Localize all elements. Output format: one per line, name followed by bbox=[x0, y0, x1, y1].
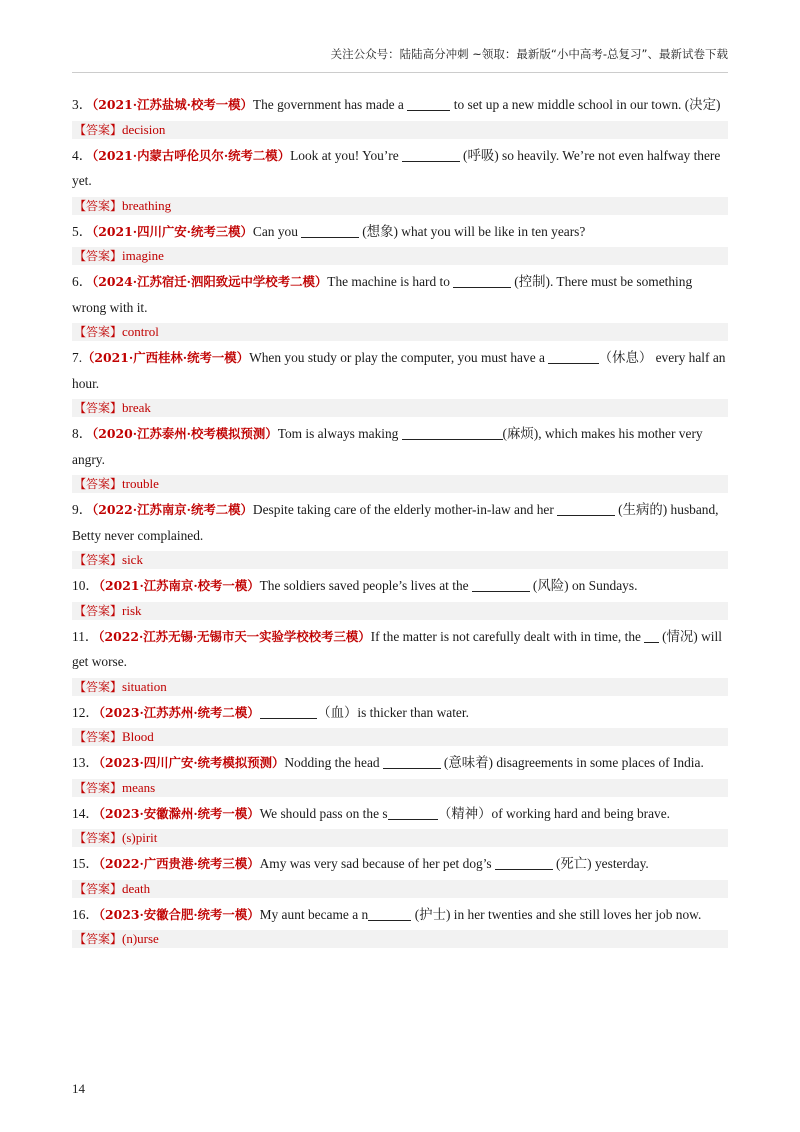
question-text bbox=[72, 92, 728, 118]
question-stem-before: Look at you! You’re bbox=[290, 147, 403, 163]
answer-tag: 【答案】 bbox=[74, 325, 123, 339]
question-stem-after: （血）is thicker than water. bbox=[317, 704, 469, 720]
answer-tag: 【答案】 bbox=[74, 780, 123, 795]
question-stem-after: （精神）of working hard and being brave. bbox=[437, 805, 671, 821]
question-source: （2021·江苏盐城·校考一模） bbox=[92, 97, 253, 112]
answer-value: sick bbox=[122, 552, 143, 567]
answer-blank bbox=[260, 704, 318, 719]
question-stem-after: (麻烦), which makes his mother very angry. bbox=[72, 426, 703, 467]
question-item bbox=[72, 573, 728, 620]
answer-value: decision bbox=[122, 121, 166, 137]
answer-row bbox=[72, 880, 728, 898]
question-item bbox=[72, 497, 728, 569]
question-source: （2022·江苏南京·统考二模） bbox=[92, 502, 253, 517]
answer-blank bbox=[368, 906, 411, 921]
question-text bbox=[72, 851, 728, 877]
question-stem-before: My aunt became a n bbox=[259, 906, 369, 922]
answer-blank bbox=[301, 223, 359, 238]
question-stem-after: (呼吸) so heavily. We’re not even halfway there yet. bbox=[72, 147, 721, 188]
question-number: 3． bbox=[72, 97, 93, 112]
answer-tag: 【答案】 bbox=[74, 401, 123, 415]
answer-value: breathing bbox=[122, 197, 172, 213]
answer-blank bbox=[557, 501, 615, 516]
answer-row bbox=[72, 930, 728, 948]
question-stem-after: (意味着) disagreements in some places of India. bbox=[440, 755, 704, 770]
question-source: （2021·江苏南京·校考一模） bbox=[98, 578, 260, 593]
question-text bbox=[72, 750, 728, 776]
question-number: 14． bbox=[72, 805, 99, 821]
question-text bbox=[72, 421, 728, 472]
answer-blank bbox=[407, 96, 450, 111]
question-item bbox=[72, 219, 728, 266]
answer-value: (s)pirit bbox=[122, 830, 158, 845]
question-source: （2021·四川广安·统考三模） bbox=[92, 223, 253, 239]
answer-value: imagine bbox=[122, 248, 164, 263]
question-stem-before: Nodding the head bbox=[284, 755, 383, 770]
question-number: 4． bbox=[72, 147, 93, 163]
question-stem-after: （休息） every half an hour. bbox=[72, 350, 726, 391]
answer-tag: 【答案】 bbox=[74, 730, 123, 744]
answer-blank bbox=[402, 147, 460, 162]
question-stem-before: If the matter is not carefully dealt with in time, the bbox=[370, 628, 645, 644]
question-stem-before: Amy was very sad because of her pet dog’s bbox=[259, 856, 495, 871]
answer-row bbox=[72, 475, 728, 493]
answer-tag: 【答案】 bbox=[74, 603, 123, 618]
question-source: （2023·四川广安·统考模拟预测） bbox=[98, 755, 285, 770]
question-number: 8． bbox=[72, 426, 93, 441]
question-stem-before: The machine is hard to bbox=[327, 274, 454, 289]
answer-row bbox=[72, 602, 728, 620]
answer-tag: 【答案】 bbox=[74, 679, 123, 694]
answer-value: break bbox=[122, 400, 151, 415]
question-source: （2023·江苏苏州·统考二模） bbox=[98, 704, 260, 720]
question-number: 15． bbox=[72, 856, 99, 871]
answer-value: death bbox=[122, 880, 151, 896]
question-stem-after: (想象) what you will be like in ten years? bbox=[358, 223, 586, 239]
question-source: （2021·内蒙古呼伦贝尔·统考二模） bbox=[92, 147, 291, 163]
answer-tag: 【答案】 bbox=[74, 881, 123, 896]
answer-value: trouble bbox=[122, 476, 159, 491]
answer-tag: 【答案】 bbox=[74, 198, 123, 213]
answer-blank bbox=[453, 273, 511, 288]
question-text bbox=[72, 143, 728, 194]
answer-blank bbox=[472, 577, 530, 592]
answer-blank bbox=[402, 425, 503, 440]
page-number: 14 bbox=[72, 1081, 85, 1096]
answer-tag: 【答案】 bbox=[74, 249, 123, 263]
question-item bbox=[72, 851, 728, 898]
question-stem-after: (死亡) yesterday. bbox=[552, 856, 649, 871]
question-stem-before: Tom is always making bbox=[277, 426, 402, 441]
answer-row bbox=[72, 323, 728, 341]
answer-value: situation bbox=[122, 678, 167, 694]
question-number: 16． bbox=[72, 906, 99, 922]
question-text bbox=[72, 801, 728, 827]
question-stem-before: Despite taking care of the elderly mother-in-law and her bbox=[252, 502, 558, 517]
header-divider bbox=[72, 72, 728, 73]
question-item bbox=[72, 92, 728, 139]
question-stem-after: (风险) on Sundays. bbox=[529, 578, 638, 593]
answer-value: (n)urse bbox=[122, 931, 159, 946]
question-source: （2022·广西贵港·统考三模） bbox=[98, 856, 260, 871]
question-text bbox=[72, 345, 728, 396]
answer-row bbox=[72, 399, 728, 417]
question-number: 7. bbox=[72, 350, 83, 365]
question-text bbox=[72, 219, 728, 245]
answer-tag: 【答案】 bbox=[74, 831, 123, 845]
question-number: 9． bbox=[72, 502, 93, 517]
answer-blank bbox=[388, 805, 438, 820]
answer-row bbox=[72, 551, 728, 569]
question-source: （2022·江苏无锡·无锡市天一实验学校校考三模） bbox=[98, 628, 371, 644]
page-header: 关注公众号：陆陆高分冲刺 ~领取：最新版“小中高考-总复习”、最新试卷下载 bbox=[330, 47, 728, 61]
question-item bbox=[72, 143, 728, 215]
question-source: （2021·广西桂林·统考一模） bbox=[82, 350, 250, 365]
answer-row bbox=[72, 678, 728, 696]
question-source: （2023·安徽滁州·统考一模） bbox=[98, 805, 260, 821]
question-text bbox=[72, 902, 728, 928]
question-stem-after: (护士) in her twenties and she still loves her job now. bbox=[411, 906, 702, 922]
question-number: 5． bbox=[72, 223, 93, 239]
answer-value: control bbox=[122, 324, 159, 339]
question-stem-before: The soldiers saved people’s lives at the bbox=[259, 578, 472, 593]
question-text bbox=[72, 497, 728, 548]
answer-row bbox=[72, 247, 728, 265]
question-number: 11． bbox=[72, 628, 99, 644]
question-item bbox=[72, 421, 728, 493]
question-item bbox=[72, 624, 728, 696]
answer-blank bbox=[383, 754, 441, 769]
answer-row bbox=[72, 779, 728, 797]
question-item bbox=[72, 801, 728, 848]
question-stem-after: (控制). There must be something wrong with it. bbox=[72, 274, 693, 315]
question-item bbox=[72, 269, 728, 341]
question-stem-before: The government has made a bbox=[252, 97, 408, 112]
answer-value: means bbox=[122, 779, 156, 795]
answer-row bbox=[72, 197, 728, 215]
question-item bbox=[72, 345, 728, 417]
question-source: （2020·江苏泰州·校考模拟预测） bbox=[92, 426, 278, 441]
question-number: 10． bbox=[72, 578, 99, 593]
question-stem-before: When you study or play the computer, you must have a bbox=[249, 350, 549, 365]
question-item bbox=[72, 700, 728, 747]
question-source: （2024·江苏宿迁·泗阳致远中学校考二模） bbox=[92, 274, 328, 289]
question-stem-after: (情况) will get worse. bbox=[72, 628, 722, 669]
answer-tag: 【答案】 bbox=[74, 553, 123, 567]
answer-blank bbox=[644, 628, 658, 643]
question-stem-after: (生病的) husband, Betty never complained. bbox=[72, 502, 719, 543]
question-stem-before: We should pass on the s bbox=[259, 805, 388, 821]
question-item bbox=[72, 902, 728, 949]
answer-row bbox=[72, 728, 728, 746]
question-text bbox=[72, 624, 728, 675]
answer-tag: 【答案】 bbox=[74, 932, 123, 946]
question-text bbox=[72, 573, 728, 599]
answer-tag: 【答案】 bbox=[74, 122, 123, 137]
question-number: 12． bbox=[72, 704, 99, 720]
question-stem-after: to set up a new middle school in our town. (决定) bbox=[450, 97, 721, 112]
answer-tag: 【答案】 bbox=[74, 477, 123, 491]
answer-row bbox=[72, 829, 728, 847]
answer-blank bbox=[548, 349, 598, 364]
question-text bbox=[72, 269, 728, 320]
question-text bbox=[72, 700, 728, 726]
answer-value: Blood bbox=[122, 729, 154, 744]
answer-row bbox=[72, 121, 728, 139]
question-list bbox=[72, 92, 728, 952]
answer-value: risk bbox=[122, 602, 142, 618]
answer-blank bbox=[495, 855, 553, 870]
question-number: 13． bbox=[72, 755, 99, 770]
question-item bbox=[72, 750, 728, 797]
question-number: 6． bbox=[72, 274, 93, 289]
question-source: （2023·安徽合肥·统考一模） bbox=[98, 906, 260, 922]
question-stem-before: Can you bbox=[252, 223, 302, 239]
